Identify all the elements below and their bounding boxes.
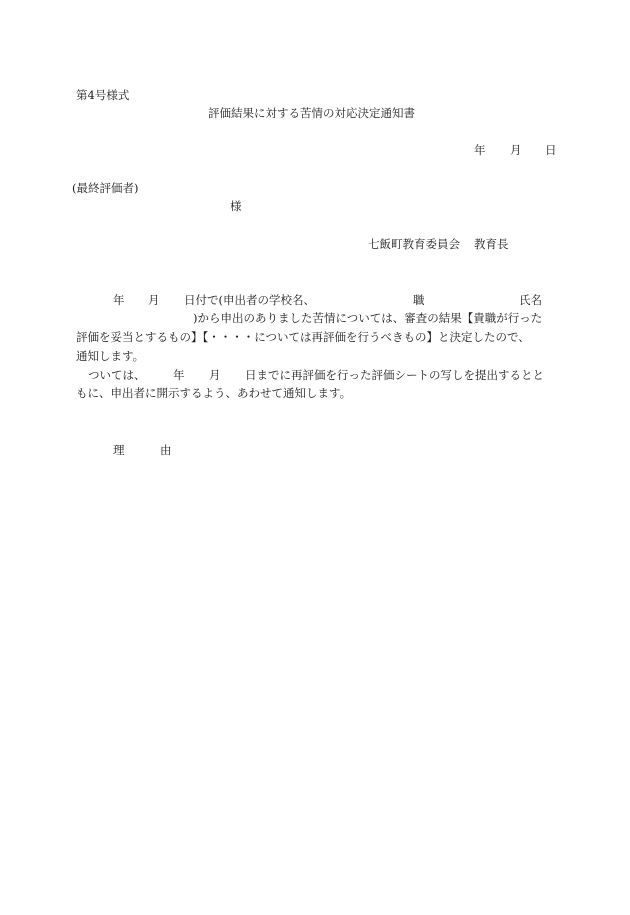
body-date-prefix: 日付で(申出者の学校名、 [184,293,315,307]
body-p2-month: 月 [209,368,221,382]
document-title: 評価結果に対する苦情の対応決定通知書 [208,106,415,120]
body-year: 年 [113,293,125,307]
date-month: 月 [510,143,522,157]
date-year: 年 [474,143,486,157]
sender-position: 教育長 [474,237,509,251]
form-number: 第4号様式 [76,88,130,102]
body-line-4: 通知します。 [76,349,145,363]
body-position-label: 職 [413,293,425,307]
reason-char-2: 由 [160,443,172,457]
body-month: 月 [148,293,160,307]
reason-char-1: 理 [113,443,125,457]
date-day: 日 [545,143,557,157]
sender-organization: 七飯町教育委員会 [368,237,460,251]
body-line-3: 評価を妥当とするもの】【・・・・については再評価を行うべきもの】と決定したので、 [76,330,530,344]
body-p2-year: 年 [173,368,185,382]
body-line-2: )から申出のありました苦情については、審査の結果【貴職が行った [193,311,543,325]
body-name-label: 氏名 [519,293,542,307]
recipient-honorific: 様 [230,199,242,213]
recipient-label: (最終評価者) [72,181,139,195]
body-p2-rest: 日までに再評価を行った評価シートの写しを提出するとと [245,368,544,382]
body-p2-intro: ついては、 [88,368,146,382]
body-p2-line-2: もに、申出者に開示するよう、あわせて通知します。 [76,386,352,400]
